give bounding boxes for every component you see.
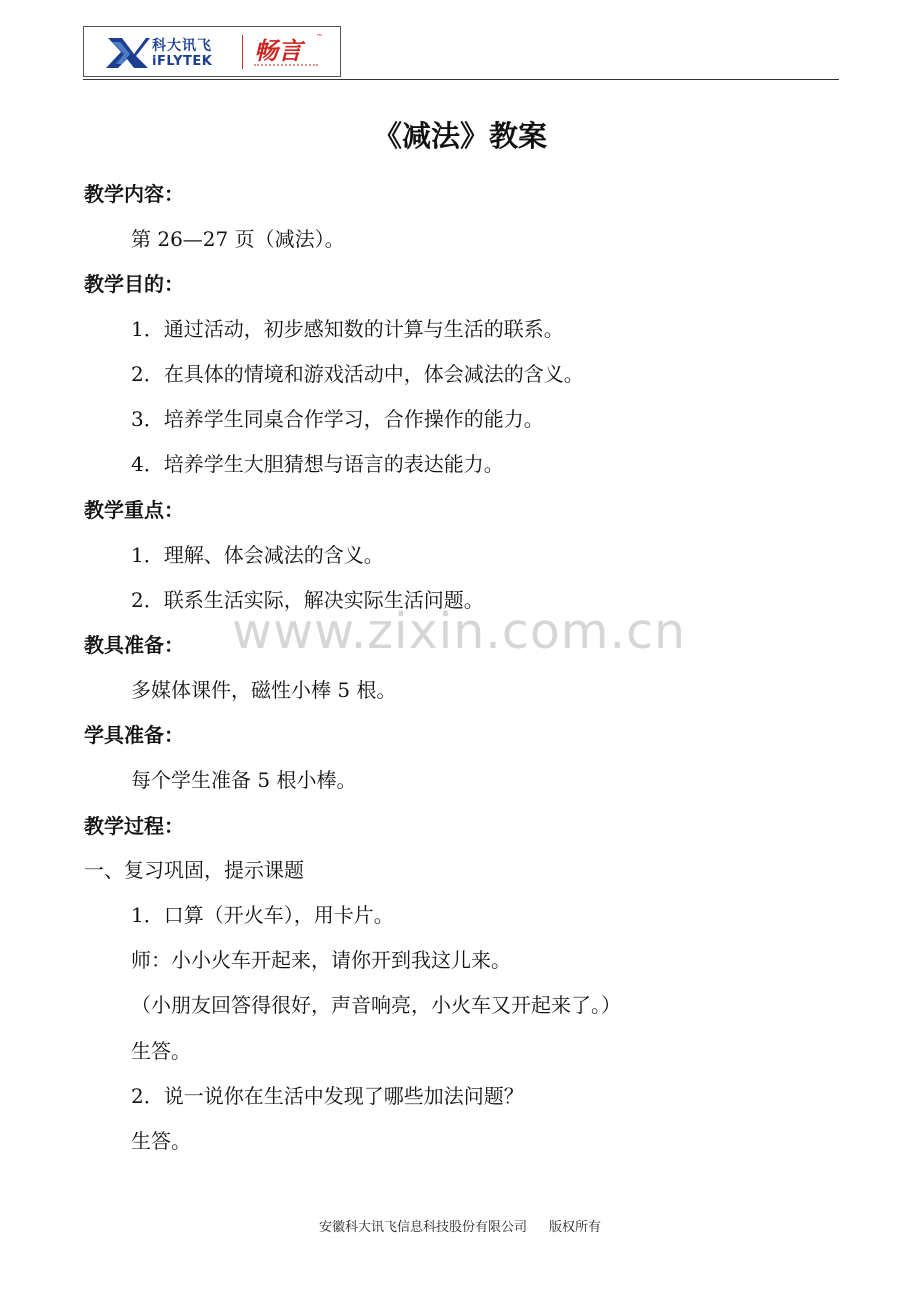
brand-slogan-graphic	[254, 64, 318, 68]
process-line: 生答。	[131, 1129, 191, 1153]
header-rule	[83, 79, 839, 80]
footer-company: 安徽科大讯飞信息科技股份有限公司	[318, 1220, 527, 1235]
section-heading-focus: 教学重点：	[84, 498, 184, 522]
footer-rights: 版权所有	[549, 1220, 602, 1235]
logo-cn-text: 科大讯飞	[152, 38, 212, 54]
logo-divider	[242, 35, 243, 69]
goal-item: 4．培养学生大胆猜想与语言的表达能力。	[131, 452, 504, 476]
goal-item: 2．在具体的情境和游戏活动中，体会减法的含义。	[131, 362, 584, 386]
section-heading-teacher-tools: 教具准备：	[84, 633, 184, 657]
section-heading-student-tools: 学具准备：	[84, 723, 184, 747]
logo-en-text: iFLYTEK	[152, 54, 213, 69]
content-line: 第 26—27 页（减法）。	[131, 227, 345, 251]
process-step-title: 一、复习巩固，提示课题	[84, 858, 304, 882]
iflytek-x-logo-icon	[104, 34, 150, 70]
process-line: 1．口算（开火车），用卡片。	[131, 903, 394, 927]
process-line: 师：小小火车开起来，请你开到我这儿来。	[131, 948, 511, 972]
focus-item: 1．理解、体会减法的含义。	[131, 543, 384, 567]
brand-name: 畅言	[254, 37, 302, 65]
focus-item: 2．联系生活实际，解决实际生活问题。	[131, 588, 484, 612]
goal-item: 1．通过活动，初步感知数的计算与生活的联系。	[131, 317, 564, 341]
document-title: 《减法》教案	[372, 119, 547, 153]
section-heading-content: 教学内容：	[84, 182, 184, 206]
process-line: （小朋友回答得很好，声音响亮，小火车又开起来了。）	[131, 993, 621, 1017]
section-heading-goals: 教学目的：	[84, 272, 184, 296]
page-footer	[0, 1216, 920, 1235]
teacher-tools-line: 多媒体课件，磁性小棒 5 根。	[131, 678, 397, 702]
process-line: 2．说一说你在生活中发现了哪些加法问题？	[131, 1084, 524, 1108]
student-tools-line: 每个学生准备 5 根小棒。	[131, 768, 357, 792]
brand-trademark: ™	[316, 33, 323, 41]
goal-item: 3．培养学生同桌合作学习，合作操作的能力。	[131, 407, 544, 431]
section-heading-process: 教学过程：	[84, 814, 184, 838]
header-logo	[83, 26, 341, 77]
watermark: www.zixin.com.cn	[232, 603, 687, 660]
process-line: 生答。	[131, 1039, 191, 1063]
